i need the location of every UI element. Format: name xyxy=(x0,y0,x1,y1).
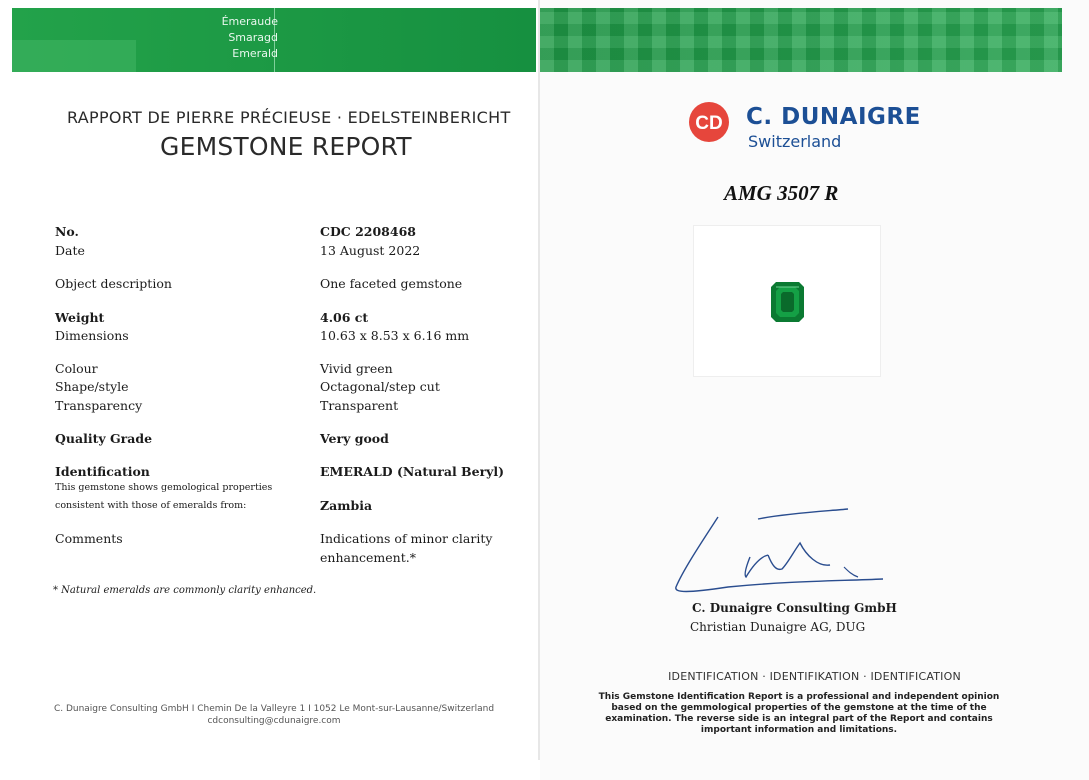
colour-label: Colour xyxy=(55,361,98,376)
date-label: Date xyxy=(55,243,85,258)
quality-label: Quality Grade xyxy=(55,431,153,446)
cd-logo-icon xyxy=(688,101,730,143)
brand-subtitle: Switzerland xyxy=(748,132,842,151)
reference-number: AMG 3507 R xyxy=(724,181,839,205)
gem-name-fr: Émeraude xyxy=(221,15,278,28)
gemstone-photo xyxy=(694,226,880,376)
dimensions-label: Dimensions xyxy=(55,328,129,343)
disclaimer-line-3: examination. The reverse side is an integral part of the Report and contains xyxy=(605,714,993,724)
footer-address: C. Dunaigre Consulting GmbH I Chemin De la Valleyre 1 I 1052 Le Mont-sur-Lausanne/Switzerland xyxy=(53,704,495,714)
object-value: One faceted gemstone xyxy=(320,276,463,291)
origin-value: Zambia xyxy=(320,498,373,513)
band-highlight xyxy=(12,40,136,72)
footer-email: cdconsulting@cdunaigre.com xyxy=(207,716,341,726)
disclaimer xyxy=(575,692,1023,736)
identification-header: IDENTIFICATION · IDENTIFIKATION · IDENTIFICATION xyxy=(668,670,961,683)
green-band-left xyxy=(12,8,536,72)
green-band-right xyxy=(540,8,1062,72)
number-label: No. xyxy=(55,224,79,239)
signer-company: C. Dunaigre Consulting GmbH xyxy=(692,601,897,615)
dimensions-value: 10.63 x 8.53 x 6.16 mm xyxy=(320,328,470,343)
disclaimer-line-1: This Gemstone Identification Report is a professional and independent opinion xyxy=(598,692,1000,702)
colour-value: Vivid green xyxy=(320,361,393,376)
emerald-stone-icon xyxy=(771,282,804,322)
number-value: CDC 2208468 xyxy=(320,224,416,239)
report-title: GEMSTONE REPORT xyxy=(160,132,412,161)
gem-name-en: Emerald xyxy=(232,47,278,60)
disclaimer-line-2: based on the gemmological properties of the gemstone at the time of the xyxy=(611,703,987,713)
comments-value-2: enhancement.* xyxy=(320,550,416,565)
identification-note-2: consistent with those of emeralds from: xyxy=(55,500,247,511)
comments-value-1: Indications of minor clarity xyxy=(320,531,493,546)
footnote: * Natural emeralds are commonly clarity enhanced. xyxy=(53,585,317,596)
gem-name-de: Smaragd xyxy=(228,31,278,44)
brand-name: C. DUNAIGRE xyxy=(746,104,921,130)
weight-label: Weight xyxy=(55,310,105,325)
identification-value: EMERALD (Natural Beryl) xyxy=(320,464,505,479)
identification-note-1: This gemstone shows gemological properties xyxy=(55,482,273,493)
signer-person: Christian Dunaigre AG, DUG xyxy=(690,620,866,634)
signature-image xyxy=(668,505,893,600)
logo-text: CD xyxy=(695,113,723,134)
transparency-label: Transparency xyxy=(55,398,143,413)
report-subtitle: RAPPORT DE PIERRE PRÉCIEUSE · EDELSTEINBERICHT xyxy=(67,108,511,127)
page-fold xyxy=(538,0,540,760)
disclaimer-line-4: important information and limitations. xyxy=(700,725,898,735)
quality-value: Very good xyxy=(320,431,389,446)
shape-value: Octagonal/step cut xyxy=(320,379,440,394)
comments-label: Comments xyxy=(55,531,123,546)
transparency-value: Transparent xyxy=(320,398,399,413)
object-label: Object description xyxy=(55,276,172,291)
gem-names xyxy=(208,14,278,62)
weight-value: 4.06 ct xyxy=(320,310,369,325)
identification-label: Identification xyxy=(55,464,150,479)
shape-label: Shape/style xyxy=(55,379,129,394)
date-value: 13 August 2022 xyxy=(320,243,421,258)
